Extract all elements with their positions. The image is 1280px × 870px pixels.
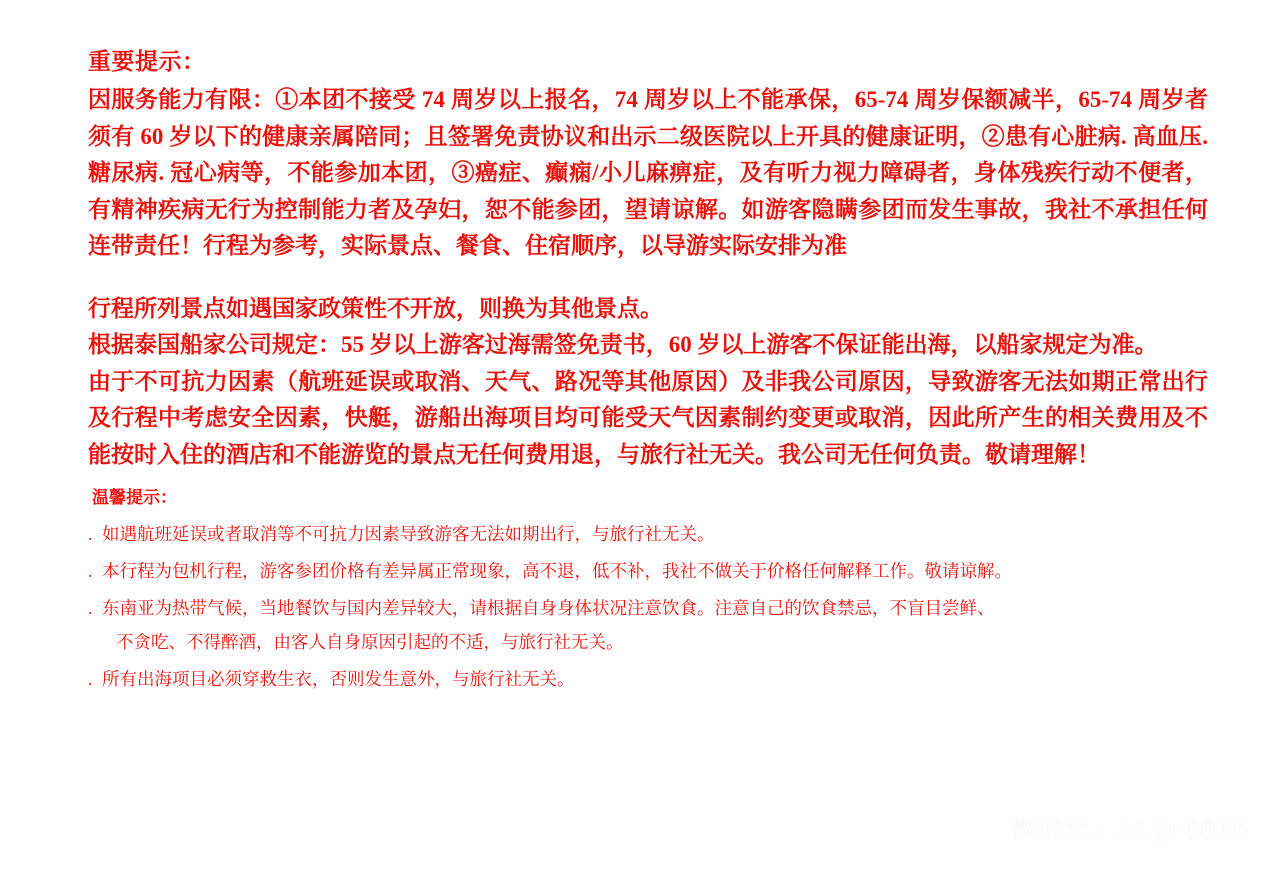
notice-paragraph-3: 由于不可抗力因素（航班延误或取消、天气、路况等其他原因）及非我公司原因，导致游客无法如期正常出行及行程中考虑安全因素，快艇，游船出海项目均可能受天气因素制约变更或取消，因此所产生的相关费用及不能按时入住的酒店和不能游览的景点无任何费用退，与旅行社无关。我公司无任何负责。敬请理解！: [88, 368, 1208, 467]
main-notice-paragraph: 因服务能力有限：①本团不接受 74 周岁以上报名，74 周岁以上不能承保，65-74 周岁保额减半，65-74 周岁者须有 60 岁以下的健康亲属陪同；且签署免责协议和出示二级医院以上开具的健康证明，②患有心脏病. 高血压. 糖尿病. 冠心病等，不能参加本团，③癌症、癫痫/小儿麻痹症，及有听力视力障碍者，身体残疾行动不便者，有精神疾病无行为控制能力者及孕妇，恕不能参团，望请谅解。如游客隐瞒参团而发生事故，我社不承担任何连带责任！行程为参考，实际景点、餐食、住宿顺序，以导游实际安排为准: [88, 87, 1208, 258]
bullet-marker: .: [88, 598, 93, 618]
notice-paragraph-2: 根据泰国船家公司规定：55 岁以上游客过海需签免责书，60 岁以上游客不保证能出海，以船家规定为准。: [88, 332, 1158, 357]
bullet-marker: .: [88, 669, 93, 689]
warm-tips-list: [88, 517, 1208, 696]
bullet-marker: .: [88, 561, 93, 581]
wechat-icon: [971, 815, 1001, 841]
list-item-text: 所有出海项目必须穿救生衣，否则发生意外，与旅行社无关。: [102, 669, 575, 689]
paragraph-spacer: [88, 265, 1208, 291]
list-item: [88, 591, 1208, 659]
notice-paragraph-1: 行程所列景点如遇国家政策性不开放，则换为其他景点。: [88, 295, 663, 321]
list-item-text: 东南亚为热带气候，当地餐饮与国内差异较大，请根据自身身体状况注意饮食。注意自己的饮食禁忌，不盲目尝鲜、: [102, 598, 995, 618]
watermark-text: 微信号：zljr0816: [1009, 816, 1250, 846]
bullet-marker: .: [88, 524, 93, 544]
list-item: [88, 517, 1208, 551]
list-item-text: 本行程为包机行程，游客参团价格有差异属正常现象，高不退，低不补，我社不做关于价格任何解释工作。敬请谅解。: [102, 561, 1012, 581]
page-title: 重要提示：: [88, 49, 206, 74]
list-item-text: 如遇航班延误或者取消等不可抗力因素导致游客无法如期出行，与旅行社无关。: [102, 524, 715, 544]
watermark: [971, 809, 1250, 846]
list-item: [88, 662, 1208, 696]
document-content: [88, 44, 1208, 699]
warm-tips-heading: 温馨提示：: [92, 488, 177, 507]
list-item: [88, 554, 1208, 588]
list-item-text-continued: 不贪吃、不得醉酒，由客人自身原因引起的不适，与旅行社无关。: [116, 632, 624, 652]
